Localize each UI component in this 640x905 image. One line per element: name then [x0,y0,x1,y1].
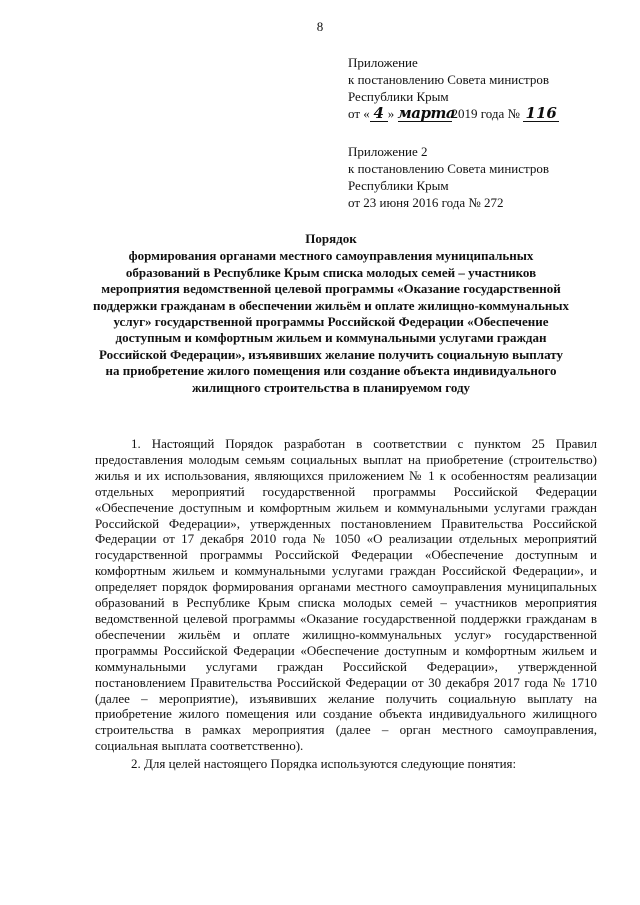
document-heading: Порядок [305,231,357,246]
handwritten-doc-number: 116 [523,106,559,122]
handwritten-day: 4 [370,106,388,122]
appendix-current-line2: к постановлению Совета министров [348,72,549,87]
date-prefix: от « [348,106,370,121]
appendix-original-line4: от 23 июня 2016 года № 272 [348,195,504,210]
appendix-current-date-line [348,105,618,122]
page-number: 8 [316,19,324,34]
appendix-current-block [348,54,618,122]
appendix-original-line3: Республики Крым [348,178,449,193]
document-body [95,436,597,772]
appendix-current-line1: Приложение [348,55,418,70]
appendix-original-line2: к постановлению Совета министров [348,161,549,176]
appendix-current-line3: Республики Крым [348,89,449,104]
document-title-block [92,231,570,396]
date-year: 2019 года № [451,106,520,121]
appendix-original-block [348,143,618,211]
date-mid: » [387,106,395,121]
document-subtitle: формирования органами местного самоуправления муниципальных образований в Республике Крым списка молодых семей – участников мероприятия ведомственной целевой программы «Оказание государственной поддержки гражданам в обеспечении жильём и оплате жилищно-коммунальных услуг» государственной программы Российской Федерации «Обеспечение доступным и комфортным жильем и коммунальными услугами граждан Российской Федерации», изъявивших желание получить социальную выплату на приобретение жилого помещения или создание объекта индивидуального жилищного строительства в планируемом году [93,248,569,395]
paragraph-2: 2. Для целей настоящего Порядка используются следующие понятия: [131,756,517,772]
appendix-original-line1: Приложение 2 [348,144,428,159]
paragraph-1: 1. Настоящий Порядок разработан в соответствии с пунктом 25 Правил предоставления молодым семьям социальных выплат на приобретение (строительство) жилья и их использования, являющихся приложением № 1 к особенностям реализации отдельных мероприятий государственной программы Российской Федерации «Обеспечение доступным и комфортным жильем и коммунальными услугами граждан Российской Федерации», утвержденных постановлением Правительства Российской Федерации от 17 декабря 2010 года № 1050 «О реализации отдельных мероприятий государственной программы Российской Федерации «Обеспечение доступным и комфортным жильем и коммунальными услугами граждан Российской Федерации», и определяет порядок формирования органами местного самоуправления муниципальных образований в Республике Крым списка молодых семей – участников мероприятия ведомственной целевой программы «Оказание государственной поддержки гражданам в обеспечении жильём и оплате жилищно-коммунальных услуг» государственной программы Российской Федерации «Обеспечение доступным и комфортным жильем и коммунальными услугами граждан Российской Федерации», утвержденной постановлением Правительства Российской Федерации от 30 декабря 2017 года № 1710 (далее – мероприятие), изъявивших желание получить социальную выплату на приобретение жилого помещения или создание объекта индивидуального жилищного строительства в рамках мероприятия (далее – орган местного самоуправления, социальная выплата соответственно). [95,436,597,754]
handwritten-month: марта [397,104,456,122]
